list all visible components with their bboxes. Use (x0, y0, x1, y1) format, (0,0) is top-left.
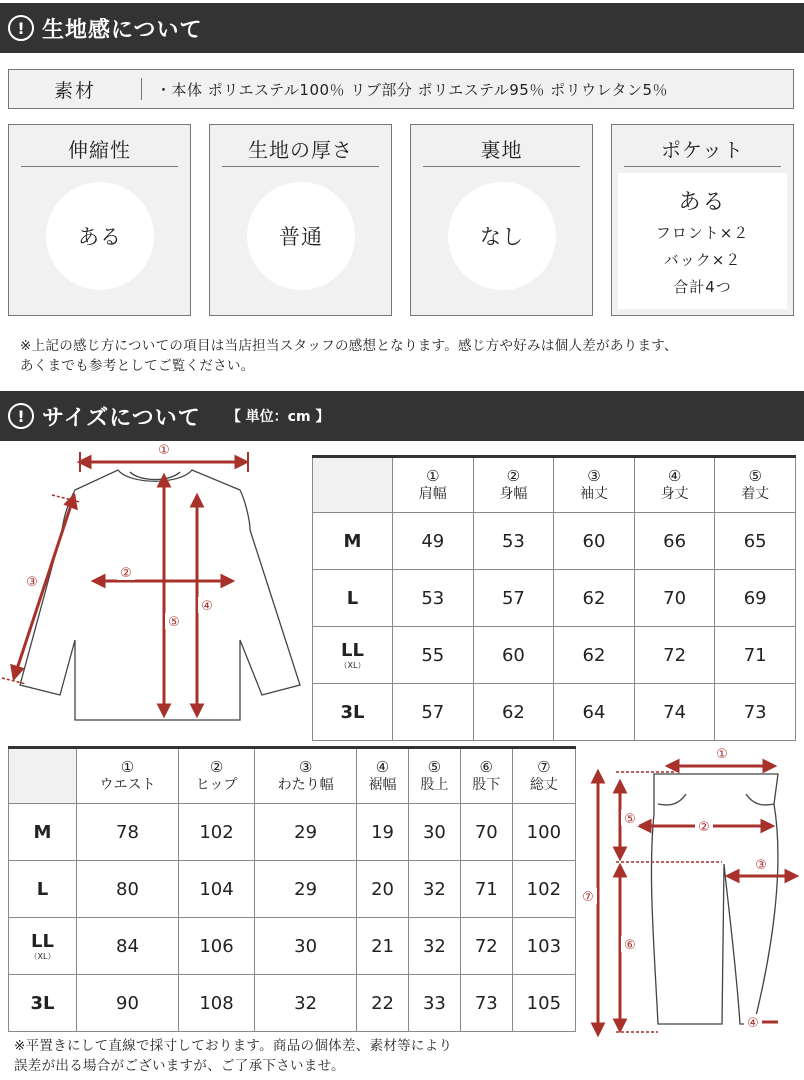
shirt-marker-5: ⑤ (168, 615, 180, 630)
header-cell: ⑤ 着丈 (715, 457, 796, 513)
table-row (9, 918, 576, 975)
shirt-marker-4: ④ (201, 599, 213, 614)
table-cell: 62 (554, 570, 635, 627)
table-cell: 32 (255, 975, 357, 1032)
table-cell: 62 (473, 684, 554, 741)
pants-measure-lines (593, 761, 796, 1034)
table-cell: 60 (473, 627, 554, 684)
table-cell: 21 (357, 918, 409, 975)
table-cell: 29 (255, 861, 357, 918)
header-cell: ① 肩幅 (393, 457, 474, 513)
table-cell: 57 (473, 570, 554, 627)
table-cell: 71 (460, 861, 512, 918)
table-cell: 53 (393, 570, 474, 627)
table-cell: 20 (357, 861, 409, 918)
pants-outline (651, 774, 778, 1024)
table-cell: 72 (634, 627, 715, 684)
lining-card (410, 124, 593, 316)
size-section-title: サイズについて (42, 405, 201, 431)
measurement-note-line: ※平置きにして直線で採寸しております。商品の個体差、素材等により (14, 1038, 453, 1054)
table-cell: 104 (178, 861, 254, 918)
table-cell: 102 (512, 861, 575, 918)
table-cell: 66 (634, 513, 715, 570)
table-cell: 102 (178, 804, 254, 861)
header-cell: ② ヒップ (178, 748, 254, 804)
material-label: 素材 (53, 79, 96, 102)
table-header-row (9, 748, 576, 804)
measurement-note-line: 誤差が出る場合がございますが、ご了承下さいませ。 (14, 1058, 345, 1074)
stretch-card (8, 124, 191, 316)
material-value: ・本体 ポリエステル100％ リブ部分 ポリエステル95％ ポリウレタン5％ (156, 80, 669, 99)
table-row (9, 804, 576, 861)
lining-value: なし (448, 182, 556, 290)
size-label: 3L (313, 684, 393, 741)
fabric-section-title: 生地感について (42, 17, 203, 43)
pocket-total: 合計4つ (673, 278, 732, 296)
header-corner (313, 457, 393, 513)
table-row (313, 627, 796, 684)
table-cell: 62 (554, 627, 635, 684)
pants-marker-4: ④ (747, 1016, 759, 1031)
impression-note (20, 336, 678, 376)
stretch-title: 伸縮性 (21, 133, 178, 167)
table-cell: 73 (715, 684, 796, 741)
table-cell: 70 (460, 804, 512, 861)
shirt-marker-1: ① (158, 443, 170, 458)
measurement-note (14, 1036, 452, 1076)
table-header-row (313, 457, 796, 513)
table-cell: 90 (77, 975, 179, 1032)
material-row (8, 69, 794, 109)
table-cell: 60 (554, 513, 635, 570)
table-row (313, 684, 796, 741)
size-label: 3L (9, 975, 77, 1032)
material-divider (141, 78, 142, 100)
header-cell: ⑦ 総丈 (512, 748, 575, 804)
table-cell: 84 (77, 918, 179, 975)
table-row (9, 975, 576, 1032)
table-cell: 106 (178, 918, 254, 975)
shirt-diagram (0, 440, 310, 730)
table-cell: 49 (393, 513, 474, 570)
unit-label: 【 単位：cm 】 (226, 409, 330, 425)
table-row (9, 861, 576, 918)
shirt-outline (20, 470, 300, 720)
table-cell: 108 (178, 975, 254, 1032)
shirt-marker-2: ② (120, 566, 132, 581)
size-section-header (0, 391, 804, 441)
thickness-title: 生地の厚さ (222, 133, 379, 167)
table-cell: 64 (554, 684, 635, 741)
pocket-title: ポケット (624, 133, 781, 167)
table-cell: 70 (634, 570, 715, 627)
pocket-back: バック×２ (663, 251, 742, 269)
header-cell: ⑥ 股下 (460, 748, 512, 804)
table-cell: 29 (255, 804, 357, 861)
top-size-table (312, 455, 796, 741)
exclamation-icon: ! (8, 403, 34, 429)
stretch-value: ある (46, 182, 154, 290)
pants-marker-6: ⑥ (624, 938, 636, 953)
table-cell: 19 (357, 804, 409, 861)
size-label: LL （XL） (9, 918, 77, 975)
table-cell: 30 (408, 804, 460, 861)
impression-note-line: ※上記の感じ方についての項目は当店担当スタッフの感想となります。感じ方や好みは個人差があります、 (20, 338, 678, 354)
size-label: L (9, 861, 77, 918)
header-cell: ③ わたり幅 (255, 748, 357, 804)
header-cell: ① ウエスト (77, 748, 179, 804)
header-cell: ② 身幅 (473, 457, 554, 513)
fabric-section-header (0, 3, 804, 53)
table-cell: 74 (634, 684, 715, 741)
table-cell: 53 (473, 513, 554, 570)
table-cell: 69 (715, 570, 796, 627)
header-cell: ④ 身丈 (634, 457, 715, 513)
table-cell: 33 (408, 975, 460, 1032)
pocket-card (611, 124, 794, 316)
bottom-size-table (8, 746, 576, 1032)
pants-marker-7: ⑦ (582, 890, 594, 905)
size-label: LL （XL） (313, 627, 393, 684)
table-cell: 72 (460, 918, 512, 975)
thickness-value: 普通 (247, 182, 355, 290)
pants-marker-2: ② (698, 820, 710, 835)
table-cell: 80 (77, 861, 179, 918)
pants-marker-1: ① (716, 747, 728, 762)
header-cell: ④ 裾幅 (357, 748, 409, 804)
pants-marker-3: ③ (755, 858, 767, 873)
table-cell: 103 (512, 918, 575, 975)
table-cell: 105 (512, 975, 575, 1032)
table-cell: 65 (715, 513, 796, 570)
pocket-value: ある (678, 190, 727, 215)
pocket-detail (618, 173, 787, 309)
header-corner (9, 748, 77, 804)
size-label: M (9, 804, 77, 861)
table-row (313, 570, 796, 627)
shirt-marker-3: ③ (26, 575, 38, 590)
table-cell: 30 (255, 918, 357, 975)
table-cell: 55 (393, 627, 474, 684)
pants-marker-5: ⑤ (624, 812, 636, 827)
size-label: L (313, 570, 393, 627)
lining-title: 裏地 (423, 133, 580, 167)
pocket-front: フロント×２ (655, 224, 750, 242)
exclamation-icon: ! (8, 15, 34, 41)
pants-diagram (578, 744, 800, 1040)
header-cell: ③ 袖丈 (554, 457, 635, 513)
table-cell: 78 (77, 804, 179, 861)
table-cell: 32 (408, 918, 460, 975)
header-cell: ⑤ 股上 (408, 748, 460, 804)
table-row (313, 513, 796, 570)
table-cell: 57 (393, 684, 474, 741)
table-cell: 73 (460, 975, 512, 1032)
size-label: M (313, 513, 393, 570)
impression-note-line: あくまでも参考としてご覧ください。 (20, 358, 255, 374)
table-cell: 32 (408, 861, 460, 918)
table-cell: 100 (512, 804, 575, 861)
thickness-card (209, 124, 392, 316)
table-cell: 22 (357, 975, 409, 1032)
table-cell: 71 (715, 627, 796, 684)
